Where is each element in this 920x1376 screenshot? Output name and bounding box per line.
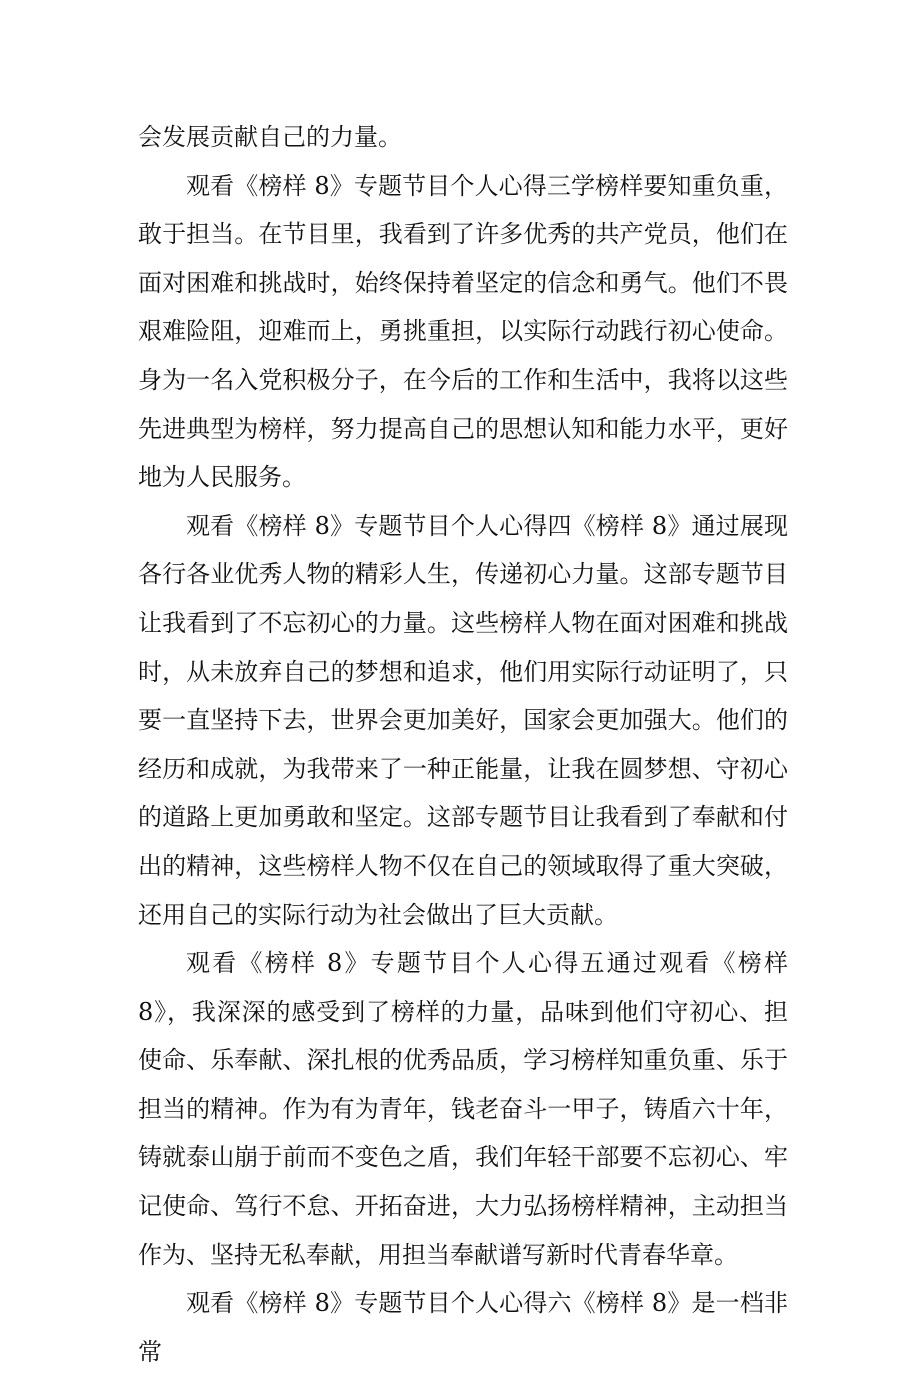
document-body bbox=[138, 113, 788, 1376]
paragraph-3: 观看《榜样 8》专题节目个人心得四《榜样 8》通过展现各行各业优秀人物的精彩人生，传递初心力量。这部专题节目让我看到了不忘初心的力量。这些榜样人物在面对困难和挑战时，从未放弃自己的梦想和追求，他们用实际行动证明了，只要一直坚持下去，世界会更加美好，国家会更加强大。他们的经历和成就，为我带来了一种正能量，让我在圆梦想、守初心的道路上更加勇敢和坚定。这部专题节目让我看到了奉献和付出的精神，这些榜样人物不仅在自己的领域取得了重大突破，还用自己的实际行动为社会做出了巨大贡献。 bbox=[138, 511, 788, 929]
paragraph-2: 观看《榜样 8》专题节目个人心得三学榜样要知重负重，敢于担当。在节目里，我看到了许多优秀的共产党员，他们在面对困难和挑战时，始终保持着坚定的信念和勇气。他们不畏艰难险阻，迎难而上，勇挑重担，以实际行动践行初心使命。身为一名入党积极分子，在今后的工作和生活中，我将以这些先进典型为榜样，努力提高自己的思想认知和能力水平，更好地为人民服务。 bbox=[138, 171, 788, 492]
paragraph-4: 观看《榜样 8》专题节目个人心得五通过观看《榜样 8》，我深深的感受到了榜样的力量，品味到他们守初心、担使命、乐奉献、深扎根的优秀品质，学习榜样知重负重、乐于担当的精神。作为有为青年，钱老奋斗一甲子，铸盾六十年，铸就泰山崩于前而不变色之盾，我们年轻干部要不忘初心、牢记使命、笃行不怠、开拓奋进，大力弘扬榜样精神，主动担当作为、坚持无私奉献，用担当奉献谱写新时代青春华章。 bbox=[138, 949, 788, 1269]
paragraph-1: 会发展贡献自己的力量。 bbox=[138, 123, 402, 151]
paragraph-5: 观看《榜样 8》专题节目个人心得六《榜样 8》是一档非常 bbox=[138, 1289, 788, 1366]
